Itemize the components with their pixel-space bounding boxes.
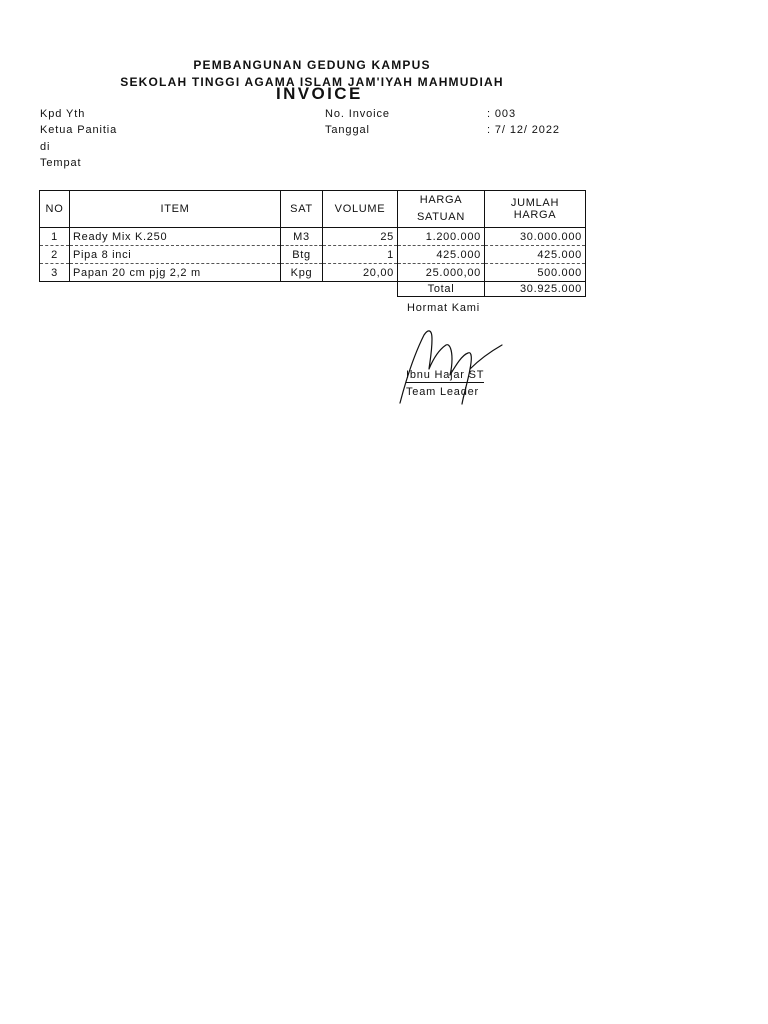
cell-volume: 1	[323, 246, 398, 264]
col-header-harga-satuan	[398, 191, 485, 228]
cell-volume: 25	[323, 228, 398, 246]
total-value: 30.925.000	[485, 282, 586, 297]
invoice-number-label: No. Invoice	[325, 108, 390, 120]
cell-jumlah: 500.000	[485, 264, 586, 282]
cell-no: 2	[40, 246, 70, 264]
invoice-date-value: : 7/ 12/ 2022	[487, 124, 560, 136]
signer-role: Team Leader	[406, 386, 480, 398]
table-header-row	[40, 191, 586, 228]
col-header-item: ITEM	[70, 191, 281, 228]
total-label: Total	[398, 282, 485, 297]
signer-name: Ibnu Hajar ST	[406, 369, 485, 381]
cell-sat: Kpg	[281, 264, 323, 282]
invoice-table	[39, 190, 586, 297]
table-row	[40, 228, 586, 246]
recipient-line-3: di	[40, 141, 51, 153]
recipient-line-2: Ketua Panitia	[40, 124, 118, 136]
cell-jumlah: 30.000.000	[485, 228, 586, 246]
cell-item: Papan 20 cm pjg 2,2 m	[70, 264, 281, 282]
col-header-jumlah-harga: JUMLAH HARGA	[485, 191, 586, 228]
total-row	[40, 282, 586, 297]
invoice-date-label: Tanggal	[325, 124, 370, 136]
cell-item: Ready Mix K.250	[70, 228, 281, 246]
table-row	[40, 264, 586, 282]
cell-no: 3	[40, 264, 70, 282]
cell-sat: M3	[281, 228, 323, 246]
recipient-line-1: Kpd Yth	[40, 108, 86, 120]
header-institution-name: SEKOLAH TINGGI AGAMA ISLAM JAM'IYAH MAHMUDIAH	[120, 75, 504, 89]
col-header-volume: VOLUME	[323, 191, 398, 228]
col-header-harga-line1: HARGA	[419, 194, 463, 206]
recipient-line-4: Tempat	[40, 157, 82, 169]
cell-harga: 1.200.000	[398, 228, 485, 246]
cell-sat: Btg	[281, 246, 323, 264]
invoice-number-value: : 003	[487, 108, 516, 120]
closing-text: Hormat Kami	[407, 302, 480, 314]
table-row	[40, 246, 586, 264]
cell-harga: 25.000,00	[398, 264, 485, 282]
cell-harga: 425.000	[398, 246, 485, 264]
invoice-title: INVOICE	[276, 84, 363, 103]
cell-item: Pipa 8 inci	[70, 246, 281, 264]
col-header-sat: SAT	[281, 191, 323, 228]
total-spacer	[40, 282, 398, 297]
col-header-no: NO	[40, 191, 70, 228]
col-header-harga-line2: SATUAN	[416, 211, 465, 223]
cell-volume: 20,00	[323, 264, 398, 282]
cell-jumlah: 425.000	[485, 246, 586, 264]
header-institution-project: PEMBANGUNAN GEDUNG KAMPUS	[193, 58, 431, 72]
cell-no: 1	[40, 228, 70, 246]
